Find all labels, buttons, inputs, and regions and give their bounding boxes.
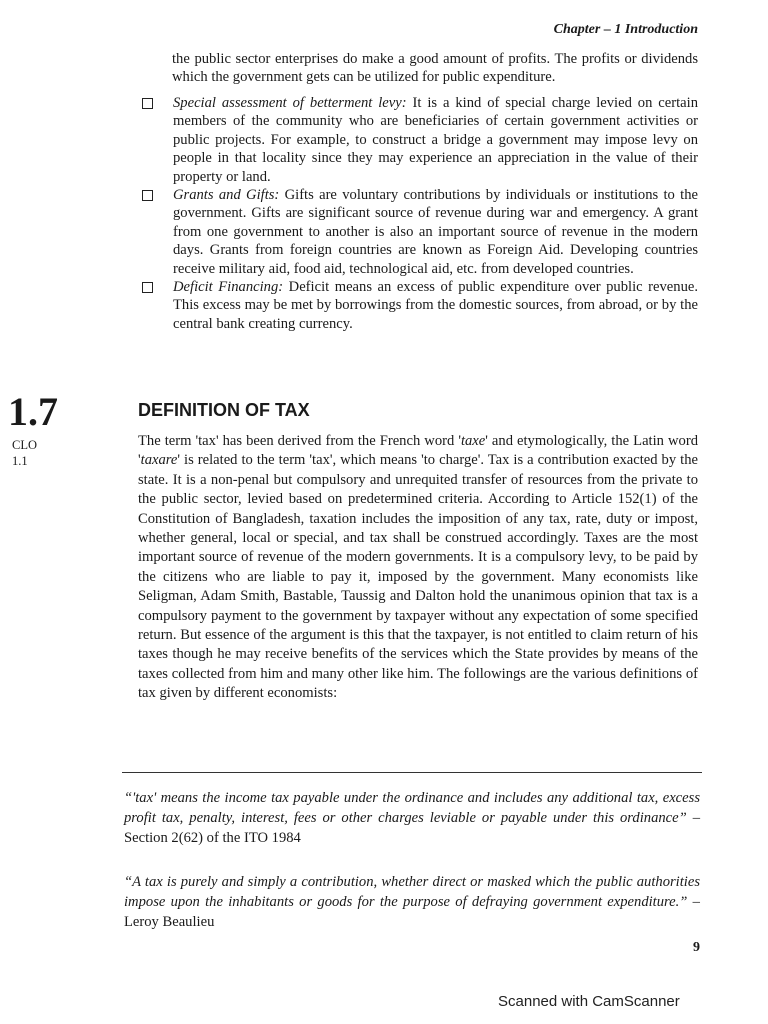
paragraph-text: ' is related to the term 'tax', which means 'to charge'. Tax is a contribution exacted by the state. It is a non-penal but compulsory and unrequited transfer of resources from the private to the public sector, levied based on predetermined criteria. According to Article 152(1) of the Constitution of Bangladesh, taxation includes the imposition of any tax, rate, duty or impost, whether general, local or special, and tax shall be construed accordingly. Taxes are the most important source of revenue of the modern governments. It is a compulsory levy, to be paid by the citizens who are liable to pay it, imposed by the government. Many economists like Seligman, Adam Smith, Bastable, Taussig and Dalton hold the unanimous opinion that tax is a compulsory payment to the government by taxpayer without any expectation of some specified return. But essence of the argument is this that the taxpayer, is not entitled to claim return of his taxes though he may receive benefits of the services which the State provides by means of the taxes collected from him and many other like him. The followings are the various definitions of tax given by different economists: — [138, 452, 698, 702]
section-title: DEFINITION OF TAX — [138, 400, 310, 420]
quote-text: “'tax' means the income tax payable under the ordinance and includes any additional tax, excess profit tax, penalty, interest, fees or other charges leviable or payable under this ordinance” — [124, 790, 700, 826]
list-item-text — [173, 186, 698, 278]
clo-label-text: CLO — [12, 438, 37, 452]
list-item — [140, 94, 698, 186]
definition-quote — [124, 788, 700, 848]
list-item — [140, 186, 698, 278]
list-item — [140, 278, 698, 333]
page-number: 9 — [693, 940, 700, 955]
list-item-body: Gifts are voluntary contributions by individuals or institutions to the government. Gifts are significant source of revenue during war and emergency. A grant from one government to another is also an important source of revenue in the modern days. Grants from foreign countries are known as Foreign Aid. Developing countries receive military aid, food aid, technological aid, etc. from developed countries. — [173, 187, 698, 277]
list-item-term: Grants and Gifts: — [173, 187, 280, 204]
running-head: Chapter – 1 Introduction — [553, 22, 698, 37]
list-item-term: Special assessment of betterment levy: — [173, 95, 407, 111]
section-number: 1.7 — [8, 389, 58, 434]
list-item-text — [173, 278, 698, 333]
divider-rule — [122, 772, 702, 773]
checkbox-bullet-icon — [142, 282, 153, 293]
list-item-body: Deficit means an excess of public expenditure over public revenue. This excess may be met by borrowings from the domestic sources, from abroad, or by the central bank creating currency. — [173, 279, 698, 332]
continuation-paragraph: the public sector enterprises do make a good amount of profits. The profits or dividends which the government gets can be utilized for public expenditure. — [172, 51, 698, 86]
clo-label — [12, 437, 37, 469]
scanner-watermark: Scanned with CamScanner — [498, 993, 680, 1010]
quote-text: “A tax is purely and simply a contribution, whether direct or masked which the public authorities impose upon the inhabitants or goods for the purpose of defraying government expenditure.” — [124, 874, 700, 910]
list-item-text — [173, 94, 698, 186]
list-item-body: It is a kind of special charge levied on certain members of the community who are beneficiaries of certain government activities or public projects. For example, to construct a bridge a government may impose levy on people in that locality since they may experience an appreciation in the value of their property or land. — [173, 95, 699, 185]
latin-word: taxare — [140, 452, 178, 469]
checkbox-bullet-icon — [142, 190, 153, 201]
quote-source: – Section 2(62) of the ITO 1984 — [124, 810, 700, 846]
paragraph-text: The term 'tax' has been derived from the French word ' — [138, 433, 461, 449]
paragraph-text: ' and etymologically, the Latin word ' — [138, 433, 698, 469]
checkbox-bullet-icon — [142, 98, 153, 109]
french-word: taxe — [460, 433, 486, 449]
quote-source: – Leroy Beaulieu — [124, 894, 700, 930]
definition-quote — [124, 872, 700, 932]
definition-paragraph — [138, 432, 698, 704]
list-item-term: Deficit Financing: — [173, 279, 284, 296]
clo-value: 1.1 — [12, 454, 28, 468]
revenue-source-list — [140, 94, 698, 333]
